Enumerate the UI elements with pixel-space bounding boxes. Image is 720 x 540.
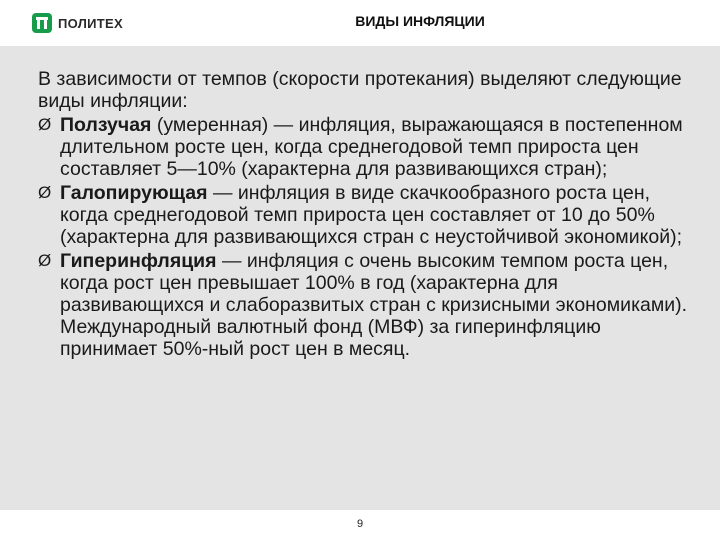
arrow-bullet-icon: Ø [38, 183, 52, 202]
term: Ползучая [60, 114, 152, 136]
list-item [38, 250, 698, 360]
arrow-bullet-icon: Ø [38, 251, 52, 270]
slide-content [0, 46, 720, 510]
footer [0, 510, 720, 540]
intro-paragraph: В зависимости от темпов (скорости протекания) выделяют следующие виды инфляции: [38, 68, 682, 112]
list-item [38, 182, 698, 248]
header [0, 0, 720, 46]
logo [32, 13, 123, 33]
politech-logo-icon [32, 13, 52, 33]
term: Галопирующая [60, 182, 208, 204]
definition: (умеренная) — инфляция, выражающаяся в постепенном длительном росте цен, когда среднегодовой темп прироста цен составляет 5—10% (характерна для развивающихся стран); [60, 114, 683, 180]
definition: — инфляция с очень высоким темпом роста цен, когда рост цен превышает 100% в год (характерна для развивающихся и слаборазвитых стран с кризисными экономиками). Международный валютный фонд (МВФ) за гиперинфляцию принимает 50%-ный рост цен в месяц. [60, 250, 688, 360]
arrow-bullet-icon: Ø [38, 115, 52, 134]
logo-text: ПОЛИТЕХ [58, 15, 123, 31]
list-item [38, 114, 698, 180]
body-text [38, 68, 698, 360]
page-number: 9 [356, 518, 364, 530]
definition: — инфляция в виде скачкообразного роста цен, когда среднегодовой темп прироста цен составляет от 10 до 50% (характерна для развивающихся стран с неустойчивой экономикой); [60, 182, 683, 248]
slide-title: ВИДЫ ИНФЛЯЦИИ [355, 13, 485, 29]
term: Гиперинфляция [60, 250, 217, 272]
